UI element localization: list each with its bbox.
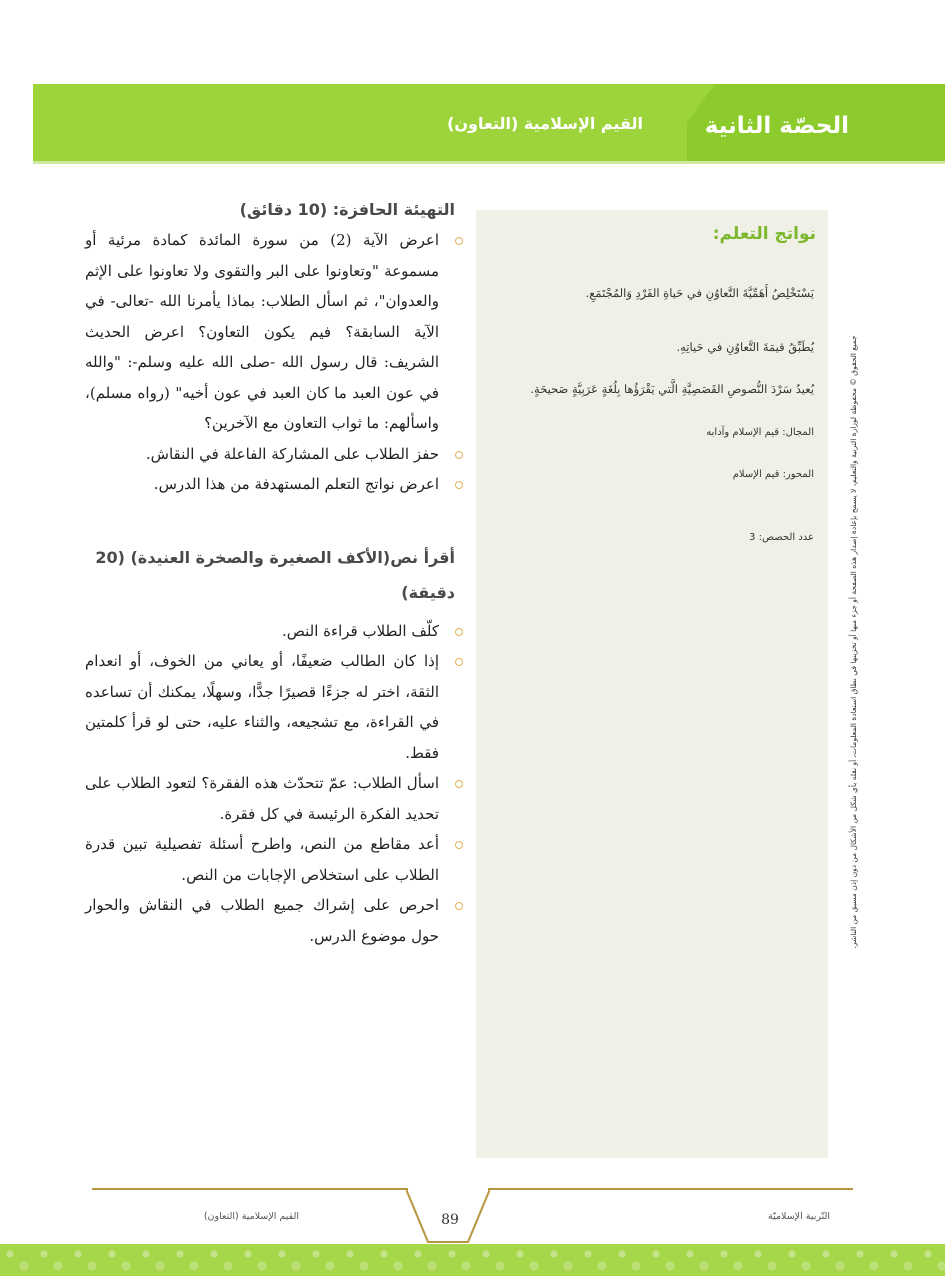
list-item (85, 829, 465, 890)
outcome-item: يَسْتَخْلِصُ أَهَمِّيَّةَ التَّعاوُنِ في حَياةِ الفَرْدِ وَالمُجْتَمَعِ. (585, 286, 814, 300)
list-item (85, 616, 465, 647)
lesson-title: الحصّة الثانية (704, 113, 849, 139)
footer-divider-left (92, 1188, 408, 1190)
page-number: 89 (441, 1212, 459, 1228)
bullet-icon (455, 451, 463, 459)
bullet-icon (455, 628, 463, 636)
bullet-icon (455, 481, 463, 489)
bottom-decorative-band (0, 1244, 945, 1276)
section-title-warmup: التهيئة الحافزة: (10 دقائق) (239, 200, 455, 219)
list-item-text: كلّف الطلاب قراءة النص. (282, 621, 439, 640)
bullet-icon (455, 658, 463, 666)
domain-label: المجال: قيم الإسلام وآدابه (706, 427, 814, 438)
list-item (85, 646, 465, 768)
outcome-item: يُعيدُ سَرْدَ النُّصوصِ القَصَصِيَّةِ الَّتي يَقْرَؤُها بِلُغَةٍ عَرَبِيَّةٍ صَحيحَةٍ. (530, 382, 814, 396)
lesson-subtitle: القيم الإسلامية (التعاون) (447, 114, 643, 133)
footer-lesson-name: القيم الإسلامية (التعاون) (203, 1211, 299, 1222)
list-item-text: احرص على إشراك جميع الطلاب في النقاش والحوار حول موضوع الدرس. (85, 896, 439, 945)
bullet-icon (455, 780, 463, 788)
list-item-text: أعد مقاطع من النص، واطرح أسئلة تفصيلية تبين قدرة الطلاب على استخلاص الإجابات من النص. (85, 835, 439, 884)
axis-label: المحور: قيم الإسلام (732, 469, 814, 480)
list-item (85, 469, 465, 500)
outcomes-title: نواتج التعلم: (712, 224, 816, 244)
list-item (85, 225, 465, 439)
list-item-text: حفز الطلاب على المشاركة الفاعلة في النقاش. (145, 444, 439, 463)
bullet-icon (455, 902, 463, 910)
list-item (85, 890, 465, 951)
list-item-text: اسأل الطلاب: عمّ تتحدّث هذه الفقرة؟ لتعود الطلاب على تحديد الفكرة الرئيسة في كل فقرة. (85, 774, 439, 823)
lesson-content (85, 200, 465, 951)
bullet-icon (455, 237, 463, 245)
list-item (85, 768, 465, 829)
list-item-text: اعرض نواتج التعلم المستهدفة من هذا الدرس. (153, 475, 439, 493)
outcome-item: يُطَبِّقُ قيمَةَ التَّعاوُنِ في حَياتِهِ. (676, 340, 814, 354)
copyright-notice: جميع الحقوق © محفوظة لوزارة التربية والتعليم، لا يسمح بإعادة إصدار هذه الصفحة أو جزء منها أو تخزينها في نطاق استعادة المعلومات، أو نقله بأي شكل من الأشكال من دون إذن مسبق من الناشر. (849, 335, 858, 949)
list-item-text: اعرض الآية (2) من سورة المائدة كمادة مرئية أو مسموعة "وتعاونوا على البر والتقوى ولا تعاونوا على الإثم والعدوان"، ثم اسأل الطلاب: بماذا يأمرنا الله -تعالى- في الآية السابقة؟ فيم يكون التعاون؟ اعرض الحديث الشريف: قال رسول الله -صلى الله عليه وسلم-: "والله في عون العبد ما كان العبد في عون أخيه" (رواه مسلم)، واسألهم: ما ثواب التعاون مع الآخرين؟ (85, 231, 440, 432)
learning-outcomes-panel (476, 210, 828, 1158)
periods-label: عدد الحصص: 3 (749, 532, 814, 543)
footer-subject-name: التّربية الإسلاميّة (767, 1211, 830, 1222)
bullet-icon (455, 841, 463, 849)
footer-divider-right (488, 1188, 853, 1190)
list-item-text: إذا كان الطالب ضعيفًا، أو يعاني من الخوف، أو انعدام الثقة، اختر له جزءًا قصيرًا جدًّا، وسهلًا، يمكنك أن تساعده في القراءة، مع تشجيعه، والثناء عليه، حتى لو قرأ كلمتين فقط. (85, 652, 439, 762)
warmup-list (85, 225, 465, 500)
section-title-reading: أقرأ نص(الأكف الصغيرة والصخرة العنيدة) (20 دقيقة) (95, 547, 455, 602)
list-item (85, 439, 465, 470)
reading-list (85, 616, 465, 952)
header-divider (33, 161, 945, 164)
